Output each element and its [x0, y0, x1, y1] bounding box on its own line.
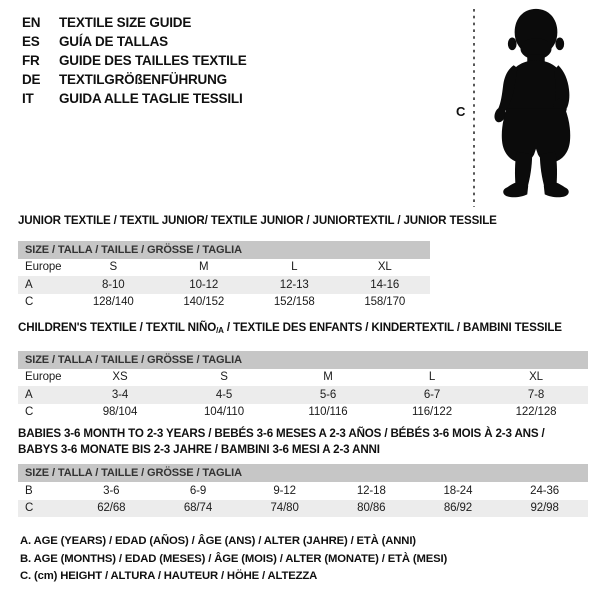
- value-cell: 104/110: [203, 406, 245, 419]
- value-cell: 68/74: [183, 502, 213, 515]
- value-cell: 6-9: [189, 484, 207, 497]
- value-cell: 6-7: [423, 388, 441, 401]
- babies-table-title-line1: BABIES 3-6 MONTH TO 2-3 YEARS / BEBÉS 3-6 MESES A 2-3 AÑOS / BÉBÉS 3-6 MOIS À 2-3 ANS /: [18, 427, 545, 440]
- value-cell: 4-5: [215, 388, 233, 401]
- value-cell: 152/158: [273, 296, 315, 309]
- value-cell: 9-12: [273, 484, 296, 497]
- value-cell: 98/104: [102, 406, 138, 419]
- footnote-a: A. AGE (YEARS) / EDAD (AÑOS) / ÂGE (ANS) / ALTER (JAHRE) / ETÀ (ANNI): [20, 535, 416, 547]
- language-row-de: [22, 70, 247, 89]
- language-title: TEXTILE SIZE GUIDE: [59, 15, 192, 30]
- junior-textile-section: [18, 213, 497, 311]
- value-cell: 158/170: [364, 296, 406, 309]
- footnote-b: B. AGE (MONTHS) / EDAD (MESES) / ÂGE (MOIS) / ALTER (MONATE) / ETÀ (MESI): [20, 552, 448, 565]
- table-row-height: [18, 294, 430, 312]
- value-cell: L: [291, 261, 298, 274]
- value-cell: 80/86: [357, 502, 386, 515]
- value-cell: 140/152: [183, 296, 225, 309]
- value-cell: S: [109, 261, 118, 274]
- value-cell: M: [323, 371, 333, 384]
- row-label-cell: A: [25, 278, 33, 291]
- footnote-c: C. (cm) HEIGHT / ALTURA / HAUTEUR / HÖHE / ALTEZZA: [20, 570, 318, 582]
- value-cell: 7-8: [527, 388, 545, 401]
- row-label-cell: Europe: [25, 371, 62, 384]
- table-row-age: [18, 276, 430, 294]
- baby-silhouette: [487, 6, 585, 205]
- language-code: DE: [22, 72, 41, 87]
- table-row-europe: [18, 369, 588, 387]
- value-cell: 8-10: [101, 278, 125, 291]
- value-cell: 5-6: [319, 388, 337, 401]
- language-code: ES: [22, 34, 40, 49]
- language-code: IT: [22, 91, 34, 106]
- title-text: CHILDREN'S TEXTILE / TEXTIL NIÑO: [18, 321, 217, 334]
- size-header-bar: SIZE / TALLA / TAILLE / GRÖSSE / TAGLIA: [18, 464, 588, 482]
- value-cell: 14-16: [370, 278, 400, 291]
- childrens-table-title: [18, 320, 588, 339]
- language-title: GUIDA ALLE TAGLIE TESSILI: [59, 91, 243, 106]
- value-cell: L: [428, 371, 436, 384]
- value-cell: 122/128: [515, 406, 557, 419]
- babies-size-table: [18, 482, 588, 517]
- value-cell: 10-12: [189, 278, 219, 291]
- value-cell: 24-36: [530, 484, 560, 497]
- row-label-cell: B: [25, 484, 33, 497]
- value-cell: 3-4: [111, 388, 129, 401]
- row-label-cell: A: [25, 388, 33, 401]
- table-row-age: [18, 386, 588, 404]
- value-cell: 18-24: [443, 484, 473, 497]
- language-code: EN: [22, 15, 41, 30]
- language-title-list: [22, 13, 247, 108]
- babies-textile-section: [18, 426, 588, 517]
- value-cell: 110/116: [308, 406, 348, 419]
- language-title: TEXTILGRÖßENFÜHRUNG: [59, 72, 227, 87]
- value-cell: 128/140: [92, 296, 134, 309]
- value-cell: 12-18: [356, 484, 386, 497]
- title-text: / TEXTILE DES ENFANTS / KINDERTEXTIL / BAMBINI TESSILE: [223, 321, 562, 334]
- value-cell: 3-6: [103, 484, 120, 497]
- value-cell: 12-13: [279, 278, 309, 291]
- value-cell: 92/98: [530, 502, 559, 515]
- height-measure-line: [472, 9, 476, 207]
- table-row-europe: [18, 259, 430, 277]
- value-cell: 86/92: [443, 502, 473, 515]
- size-header-bar: SIZE / TALLA / TAILLE / GRÖSSE / TAGLIA: [18, 351, 588, 369]
- language-title: GUIDE DES TAILLES TEXTILE: [59, 53, 247, 68]
- value-cell: 62/68: [97, 502, 126, 515]
- babies-table-title-line2: BABYS 3-6 MONATE BIS 2-3 JAHRE / BAMBINI 3-6 MESI A 2-3 ANNI: [18, 442, 380, 456]
- language-row-fr: [22, 51, 247, 70]
- row-label-cell: C: [25, 406, 34, 419]
- table-row-height: [18, 404, 588, 422]
- junior-table-title: JUNIOR TEXTILE / TEXTIL JUNIOR/ TEXTILE JUNIOR / JUNIORTEXTIL / JUNIOR TESSILE: [18, 214, 497, 227]
- size-header-bar: SIZE / TALLA / TAILLE / GRÖSSE / TAGLIA: [18, 241, 430, 259]
- language-title: GUÍA DE TALLAS: [59, 34, 168, 49]
- table-row-age-months: [18, 482, 588, 500]
- row-label-cell: C: [25, 502, 34, 515]
- value-cell: S: [220, 371, 228, 384]
- childrens-size-table: [18, 369, 588, 422]
- height-measure-label: C: [456, 104, 466, 119]
- childrens-textile-section: [18, 320, 588, 421]
- row-label-cell: C: [25, 296, 34, 309]
- language-row-es: [22, 32, 247, 51]
- junior-size-table: [18, 259, 430, 312]
- language-row-it: [22, 89, 247, 108]
- language-row-en: [22, 13, 247, 32]
- value-cell: XS: [112, 371, 128, 384]
- value-cell: 116/122: [411, 406, 453, 419]
- row-label-cell: Europe: [25, 261, 62, 274]
- value-cell: XL: [529, 371, 543, 384]
- value-cell: M: [199, 261, 209, 274]
- title-subscript: /A: [216, 326, 224, 335]
- value-cell: XL: [377, 261, 392, 274]
- language-code: FR: [22, 53, 40, 68]
- footnote-legend: [20, 533, 447, 586]
- table-row-height: [18, 500, 588, 518]
- value-cell: 74/80: [270, 502, 299, 515]
